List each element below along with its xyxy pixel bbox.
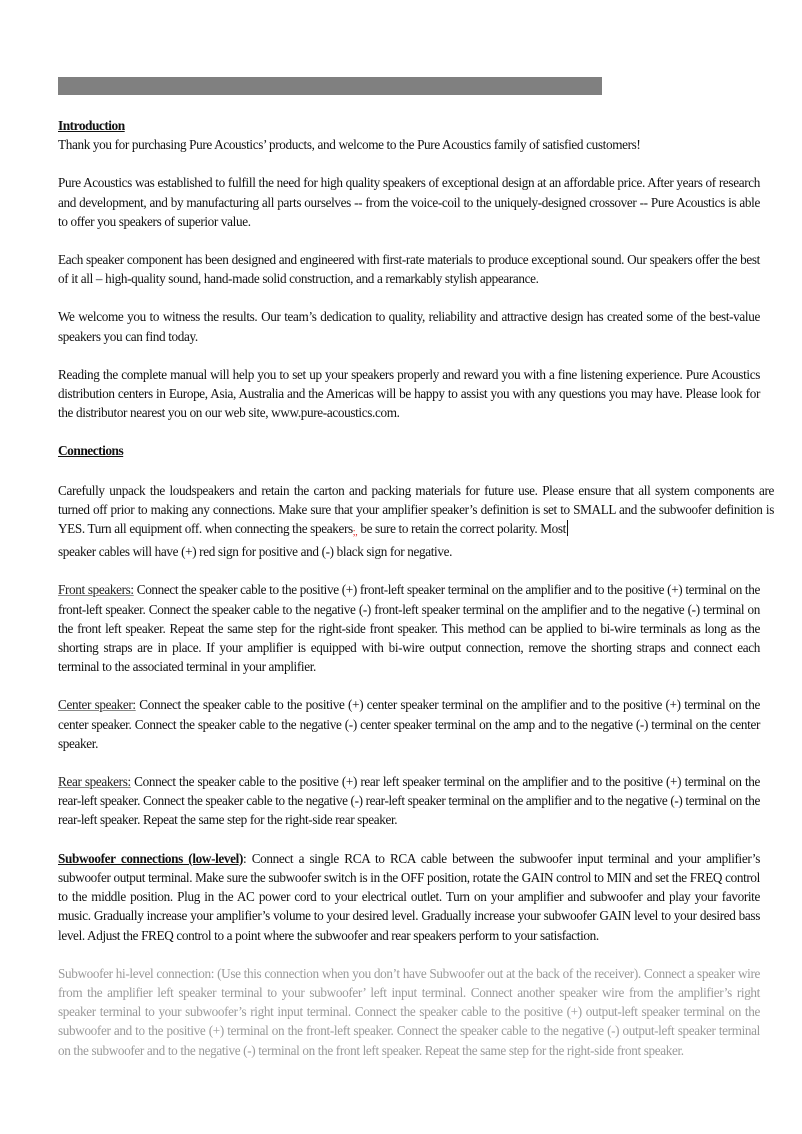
center-speaker-label: Center speaker:	[58, 697, 136, 713]
rear-speakers-text: Connect the speaker cable to the positive (+) rear left speaker terminal on the amplifier and to the positive (+) terminal on the rear-left speaker. Connect the speaker cable to the negative (-) rear-left speaker terminal on the amplifier and to the negative (-) terminal on the rear-left speaker. Repeat the same step for the right-side rear speaker.	[58, 774, 761, 828]
subwoofer-low-level-text: : Connect a single RCA to RCA cable between the subwoofer input terminal and your amplifier’s subwoofer output terminal. Make sure the subwoofer switch is in the OFF position, rotate the GAIN control to MIN and set the FREQ control to the middle position. Plug in the AC power cord to your electrical outlet. Turn on your amplifier and subwoofer and play your favorite music. Gradually increase your amplifier’s volume to your desired level. Gradually increase your subwoofer GAIN level to your desired bass level. Adjust the FREQ control to a point where the subwoofer and rear speakers perform to your satisfaction.	[58, 850, 760, 943]
subwoofer-low-level-label: Subwoofer connections (low-level)	[58, 850, 244, 866]
connections-intro-text: Carefully unpack the loudspeakers and retain the carton and packing materials for future use. Please ensure that all system components are turned off prior to making any connections. Make sure that your amplifier speaker’s definition is set to SMALL and the subwoofer definition is YES. Turn all equipment off. when connecting the speakers	[58, 482, 774, 537]
track-change-mark: ;,	[352, 527, 358, 539]
header-bar	[58, 77, 602, 95]
document-body	[58, 116, 774, 1060]
connections-intro-text-cont: be sure to retain the correct polarity. Most	[357, 521, 566, 537]
front-speakers-label: Front speakers:	[58, 582, 134, 598]
rear-speakers-label: Rear speakers:	[58, 774, 131, 790]
center-speaker-text: Connect the speaker cable to the positive (+) center speaker terminal on the amplifier and to the positive (+) terminal on the center speaker. Connect the speaker cable to the negative (-) center speaker terminal on the amp and to the negative (-) terminal on the center speaker.	[58, 697, 760, 751]
connections-intro-tail: speaker cables will have (+) red sign for positive and (-) black sign for negative.	[58, 544, 453, 560]
center-speaker-paragraph	[58, 695, 760, 753]
subwoofer-low-level-paragraph	[58, 849, 760, 945]
front-speakers-text: Connect the speaker cable to the positive (+) front-left speaker terminal on the amplifier and to the positive (+) terminal on the front-left speaker. Connect the speaker cable to the negative (-) front-left speaker terminal on the amplifier and to the negative (-) terminal on the front left speaker. Repeat the same step for the right-side front speaker. This method can be applied to bi-wire terminals as long as the shorting straps are in place. If your amplifier is equipped with bi-wire output connection, remove the shorting straps and connect each terminal to the associated terminal in your amplifier.	[58, 582, 760, 675]
connections-heading: Connections	[58, 443, 124, 459]
intro-paragraph-2: Pure Acoustics was established to fulfill the need for high quality speakers of exceptional design at an affordable price. After years of research and development, and by manufacturing all parts ourselves -- from the voice-coil to the uniquely-designed crossover -- Pure Acoustics is able to offer you speakers of superior value.	[58, 175, 760, 229]
introduction-heading: Introduction	[58, 118, 125, 133]
text-cursor	[567, 520, 568, 536]
intro-paragraph-3: Each speaker component has been designed and engineered with first-rate materials to produce exceptional sound. Our speakers offer the best of it all – high-quality sound, hand-made solid construction, and a remarkably stylish appearance.	[58, 252, 760, 287]
rear-speakers-paragraph	[58, 772, 760, 830]
front-speakers-paragraph	[58, 580, 760, 676]
connections-intro-paragraph	[58, 481, 774, 543]
intro-paragraph-4: We welcome you to witness the results. Our team’s dedication to quality, reliability and attractive design has created some of the best-value speakers you can find today.	[58, 309, 760, 344]
intro-paragraph-1: Thank you for purchasing Pure Acoustics’ products, and welcome to the Pure Acoustics family of satisfied customers!	[58, 137, 641, 153]
intro-paragraph-5: Reading the complete manual will help you to set up your speakers properly and reward you with a fine listening experience. Pure Acoustics distribution centers in Europe, Asia, Australia and the Americas will be happy to assist you with any questions you may have. Please look for the distributor nearest you on our web site, www.pure-acoustics.com.	[58, 366, 760, 421]
subwoofer-hi-level-paragraph: Subwoofer hi-level connection: (Use this connection when you don’t have Subwoofer out at the back of the receiver). Connect a speaker wire from the amplifier left speaker terminal to your subwoofer’ left input terminal. Connect another speaker wire from the amplifier’s right speaker terminal to your subwoofer’s right input terminal. Connect the speaker cable to the positive (+) output-left speaker terminal on the subwoofer and to the positive (+) terminal on the front-left speaker. Connect the speaker cable to the negative (-) output-left speaker terminal on the subwoofer and to the negative (-) terminal on the front left speaker. Repeat the same step for the right-side front speaker.	[58, 965, 760, 1058]
